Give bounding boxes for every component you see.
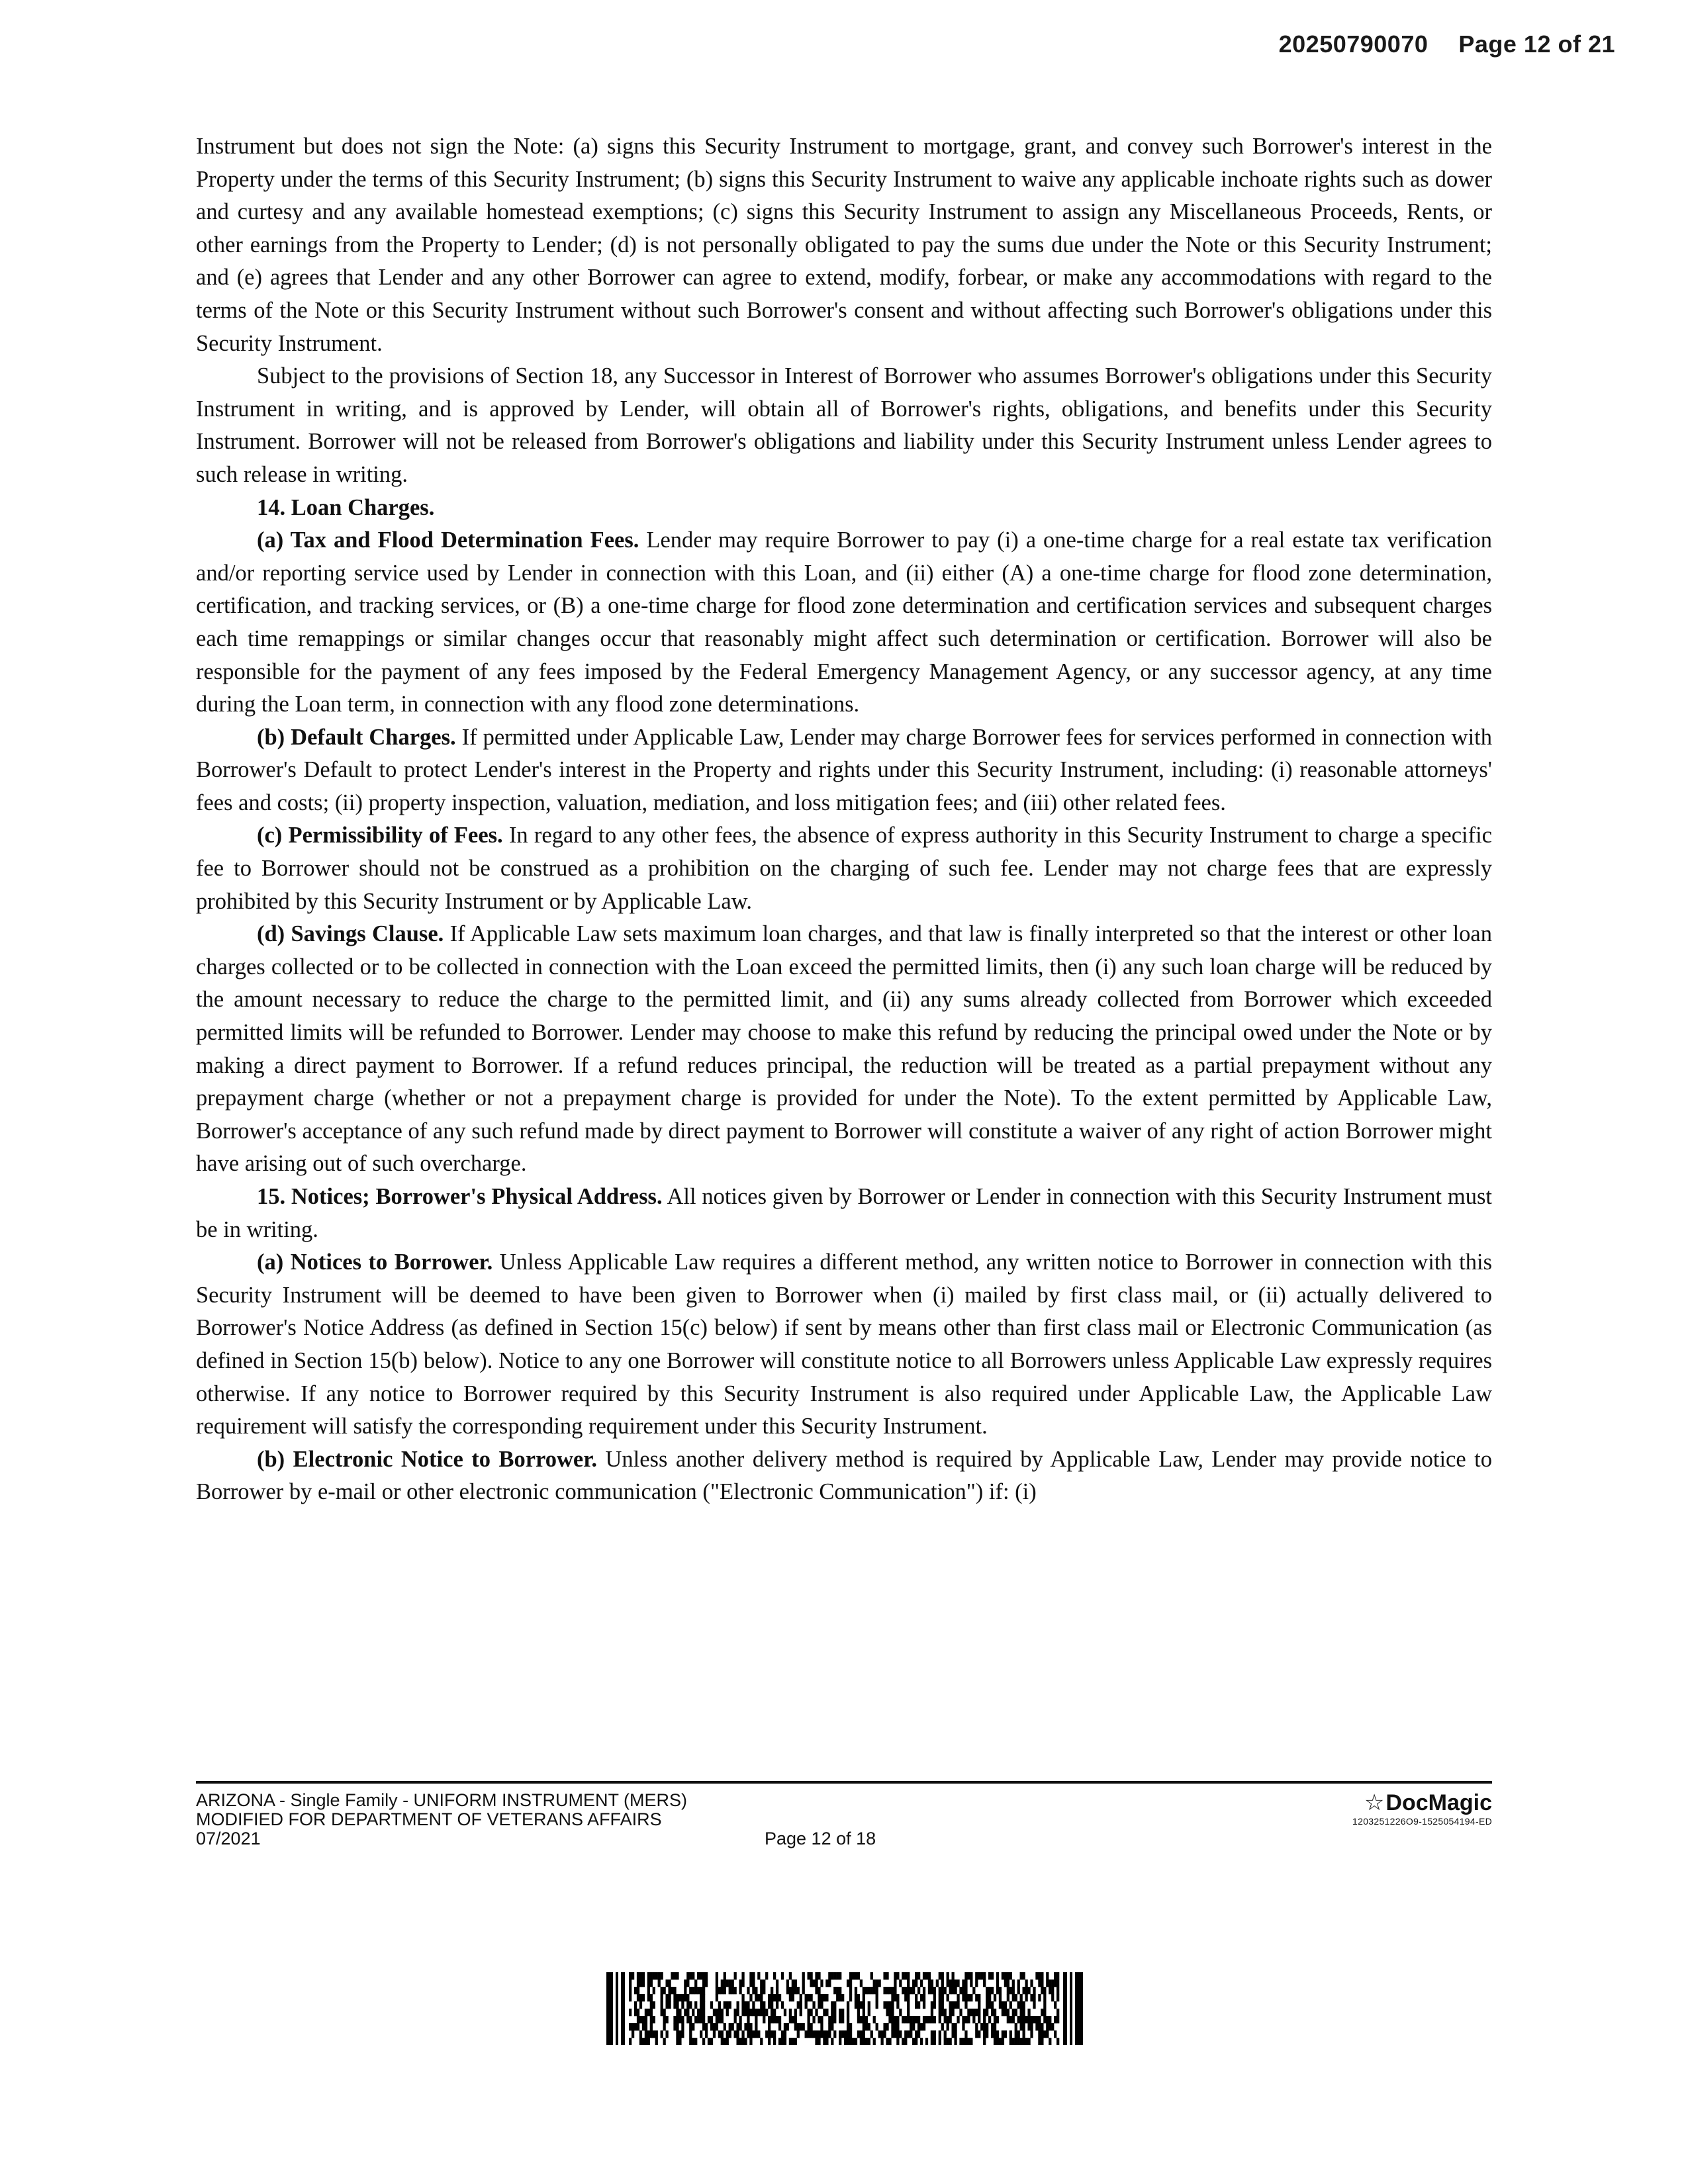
section-14c-heading: (c) Permissibility of Fees. — [257, 823, 503, 848]
section-15b — [196, 1443, 1492, 1509]
section-15a-text: Unless Applicable Law requires a different method, any written notice to Borrower in connection with this Security Instrument will be deemed to have been given to Borrower when (i) mailed by first class mail, or (ii) actually delivered to Borrower's Notice Address (as defined in Section 15(c) below) if sent by means other than first class mail or Electronic Communication (as defined in Section 15(b) below). Notice to any one Borrower will constitute notice to all Borrowers unless Applicable Law expressly requires otherwise. If any notice to Borrower required by this Security Instrument is also required under Applicable Law, the Applicable Law requirement will satisfy the corresponding requirement under this Security Instrument. — [196, 1250, 1492, 1439]
section-14d-heading: (d) Savings Clause. — [257, 921, 444, 947]
section-14a — [196, 524, 1492, 721]
form-modifier-line: MODIFIED FOR DEPARTMENT OF VETERANS AFFAIRS — [196, 1809, 662, 1829]
section-15a-heading: (a) Notices to Borrower. — [257, 1250, 493, 1275]
section-15b-heading: (b) Electronic Notice to Borrower. — [257, 1446, 597, 1472]
recording-page-label: Page 12 of 21 — [1458, 30, 1615, 58]
form-title-line: ARIZONA - Single Family - UNIFORM INSTRUMENT (MERS) — [196, 1790, 688, 1810]
form-identification — [196, 1791, 687, 1848]
recording-number: 20250790070 — [1278, 30, 1429, 58]
section-14c — [196, 819, 1492, 918]
document-id: 1203251226O9-1525054194-ED — [1352, 1816, 1492, 1827]
section-15a — [196, 1246, 1492, 1443]
docmagic-logo — [1352, 1791, 1492, 1815]
section-14a-heading: (a) Tax and Flood Determination Fees. — [257, 527, 639, 553]
form-date: 07/2021 — [196, 1829, 261, 1848]
recording-header — [1279, 30, 1615, 58]
section-15b-text: Unless another delivery method is required by Applicable Law, Lender may provide notice to Borrower by e-mail or other electronic communication ("Electronic Communication") if: (i) — [196, 1446, 1493, 1505]
section-14b-heading: (b) Default Charges. — [257, 724, 456, 750]
footer-divider — [196, 1781, 1492, 1784]
docmagic-branding — [1352, 1791, 1492, 1828]
section-14a-text: Lender may require Borrower to pay (i) a one-time charge for a real estate tax verification and/or reporting service used by Lender in connection with this Loan, and (ii) either (A) a one-time charge for flood zone determination, certification, and tracking services, or (B) a one-time charge for flood zone determination and certification services and subsequent charges each time remappings or similar changes occur that reasonably might affect such determination or certification. Borrower will also be responsible for the payment of any fees imposed by the Federal Emergency Management Agency, or any successor agency, at any time during the Loan term, in connection with any flood zone determinations. — [196, 527, 1492, 717]
barcode-icon — [606, 1972, 1083, 2045]
section-14c-text: In regard to any other fees, the absence of express authority in this Security Instrument to charge a specific fee to Borrower should not be construed as a prohibition on the charging of such fee. Lender may not charge fees that are expressly prohibited by this Security Instrument or by Applicable Law. — [196, 823, 1492, 914]
section-14-heading: 14. Loan Charges. — [257, 494, 435, 520]
section-14b — [196, 721, 1492, 820]
docmagic-wordmark: DocMagic — [1385, 1790, 1492, 1815]
form-page-number: Page 12 of 18 — [765, 1829, 876, 1848]
document-body — [196, 130, 1492, 1509]
section-15-text: All notices given by Borrower or Lender in connection with this Security Instrument must be in writing. — [196, 1184, 1492, 1242]
section-15-heading: 15. Notices; Borrower's Physical Address. — [257, 1184, 663, 1209]
section-14b-text: If permitted under Applicable Law, Lender may charge Borrower fees for services performed in connection with Borrower's Default to protect Lender's interest in the Property and rights under this Security Instrument, including: (i) reasonable attorneys' fees and costs; (ii) property inspection, valuation, mediation, and loss mitigation fees; and (iii) other related fees. — [196, 724, 1493, 815]
paragraph-borrower-cosigner: Instrument but does not sign the Note: (a) signs this Security Instrument to mortgage, grant, and convey such Borrower's interest in the Property under the terms of this Security Instrument; (b) signs this Security Instrument to waive any applicable inchoate rights such as dower and curtesy and any available homestead exemptions; (c) signs this Security Instrument to assign any Miscellaneous Proceeds, Rents, or other earnings from the Property to Lender; (d) is not personally obligated to pay the sums due under the Note or this Security Instrument; and (e) agrees that Lender and any other Borrower can agree to extend, modify, forbear, or make any accommodations with regard to the terms of the Note or this Security Instrument without such Borrower's consent and without affecting such Borrower's obligations under this Security Instrument. — [196, 134, 1492, 356]
section-14d — [196, 918, 1492, 1181]
section-14d-text: If Applicable Law sets maximum loan charges, and that law is finally interpreted so that the interest or other loan charges collected or to be collected in connection with the Loan exceed the permitted limits, then (i) any such loan charge will be reduced by the amount necessary to reduce the charge to the permitted limit, and (ii) any sums already collected from Borrower which exceeded permitted limits will be refunded to Borrower. Lender may choose to make this refund by reducing the principal owed under the Note or by making a direct payment to Borrower. If a refund reduces principal, the reduction will be treated as a partial prepayment without any prepayment charge (whether or not a prepayment charge is provided for under the Note). To the extent permitted by Applicable Law, Borrower's acceptance of any such refund made by direct payment to Borrower will constitute a waiver of any right of action Borrower might have arising out of such overcharge. — [196, 921, 1492, 1177]
star-icon: ☆ — [1364, 1790, 1385, 1815]
section-15 — [196, 1181, 1492, 1246]
paragraph-successor-interest: Subject to the provisions of Section 18, any Successor in Interest of Borrower who assumes Borrower's obligations under this Security Instrument in writing, and is approved by Lender, will obtain all of Borrower's rights, obligations, and benefits under this Security Instrument. Borrower will not be released from Borrower's obligations and liability under this Security Instrument unless Lender agrees to such release in writing. — [196, 363, 1492, 487]
